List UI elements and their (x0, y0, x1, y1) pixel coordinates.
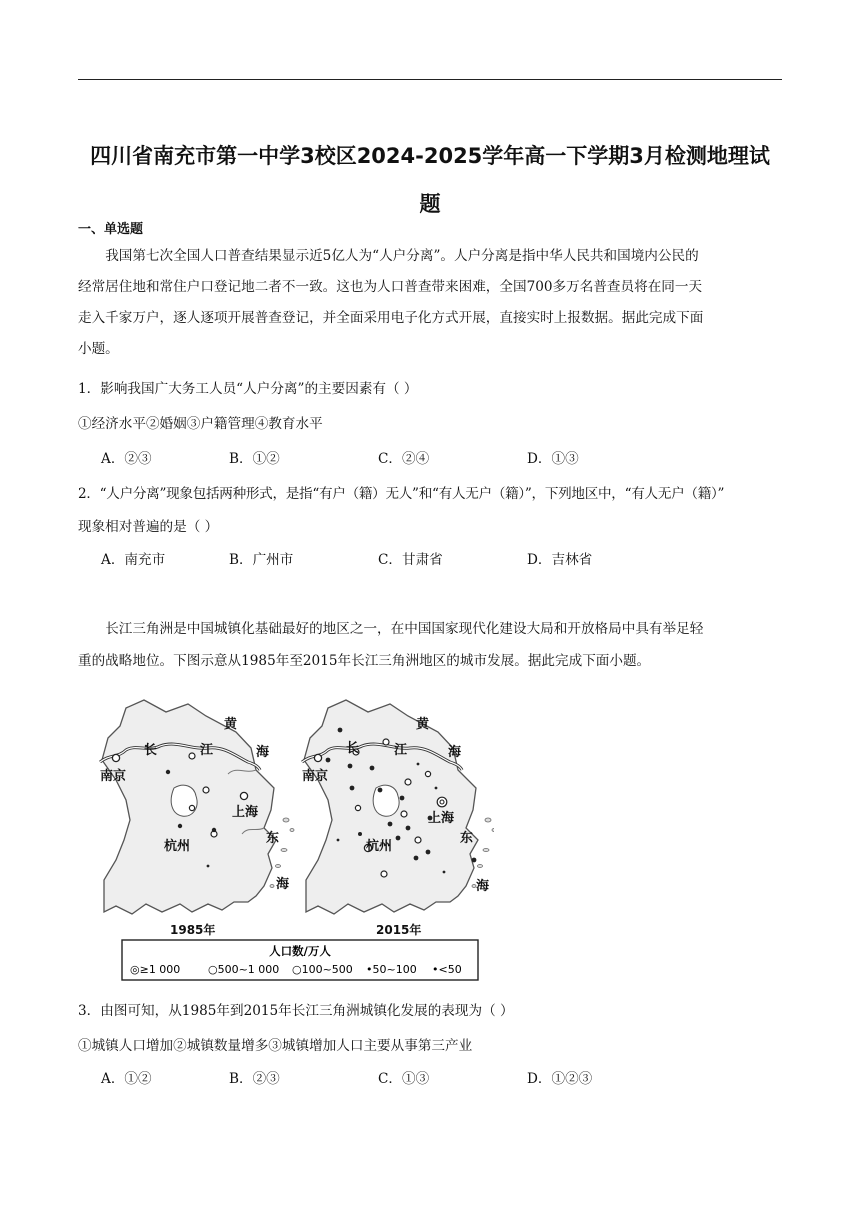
label-hai-2: 海 (476, 879, 490, 894)
label-jiang: 江 (200, 743, 214, 758)
label-dong: 东 (460, 831, 474, 846)
passage-1-line: 经常居住地和常住户口登记地二者不一致。这也为人口普查带来困难，全国700多万名普查员将在同一天 (78, 279, 703, 295)
figure-svg (96, 690, 494, 986)
map-2015 (302, 700, 494, 937)
question-stem: 1．影响我国广大务工人员“人户分离”的主要因素有（ ） (78, 381, 418, 397)
option-d[interactable]: D．吉林省 (527, 552, 593, 568)
yangtze-delta-figure (96, 690, 494, 986)
label-shanghai: 上海 (428, 811, 455, 826)
title-line-2: 题 (419, 192, 441, 216)
label-chang: 长 (346, 741, 360, 756)
map-year-2015: 2015年 (376, 923, 422, 937)
label-dong: 东 (266, 831, 280, 846)
legend-title: 人口数/万人 (269, 944, 331, 958)
question-stem: 2．“人户分离”现象包括两种形式，是指“有户（籍）无人”和“有人无户（籍）”，下列地区中，“有人无户（籍）” (78, 486, 725, 502)
option-c[interactable]: C．甘肃省 (378, 552, 443, 568)
option-d[interactable]: D．①③ (527, 451, 579, 467)
option-b[interactable]: B．①② (229, 451, 280, 467)
label-chang: 长 (144, 743, 158, 758)
taihu-lake (373, 785, 399, 816)
coastal-islands (472, 818, 494, 888)
question-items: ①经济水平②婚姻③户籍管理④教育水平 (78, 416, 323, 432)
map-year-1985: 1985年 (170, 923, 216, 937)
option-a[interactable]: A．①② (101, 1071, 152, 1087)
header-rule (78, 79, 782, 80)
label-hai: 海 (256, 745, 270, 760)
label-hangzhou: 杭州 (164, 839, 191, 854)
option-c[interactable]: C．②④ (378, 451, 430, 467)
question-stem: 3．由图可知，从1985年到2015年长江三角洲城镇化发展的表现为（ ） (78, 1003, 514, 1019)
section-heading: 一、单选题 (78, 222, 144, 237)
taihu-lake (171, 785, 197, 816)
option-b[interactable]: B．②③ (229, 1071, 280, 1087)
option-a[interactable]: A．②③ (101, 451, 152, 467)
label-nanjing: 南京 (100, 769, 127, 784)
passage-1-line: 走入千家万户，逐人逐项开展普查登记，并全面采用电子化方式开展，直接实时上报数据。据此完成下面 (78, 310, 704, 326)
passage-2-line: 长江三角洲是中国城镇化基础最好的地区之一，在中国国家现代化建设大局和开放格局中具有举足轻 (105, 621, 704, 637)
passage-1-line: 小题。 (78, 341, 119, 357)
legend (122, 940, 478, 980)
map-1985 (100, 700, 294, 937)
legend-item-50-100: •50~100 (366, 963, 417, 976)
option-a[interactable]: A．南充市 (101, 552, 166, 568)
legend-item-100-500: ○100~500 (292, 963, 353, 976)
label-nanjing: 南京 (302, 769, 329, 784)
passage-2-line: 重的战略地位。下图示意从1985年至2015年长江三角洲地区的城市发展。据此完成下面小题。 (78, 653, 651, 669)
option-c[interactable]: C．①③ (378, 1071, 430, 1087)
label-jiang: 江 (394, 743, 408, 758)
title-line-1: 四川省南充市第一中学3校区2024-2025学年高一下学期3月检测地理试 (90, 144, 770, 168)
page-title (78, 132, 782, 228)
question-stem-continued: 现象相对普遍的是（ ） (78, 519, 219, 535)
passage-1-line: 我国第七次全国人口普查结果显示近5亿人为“人户分离”。人户分离是指中华人民共和国境内公民的 (105, 248, 699, 264)
question-items: ①城镇人口增加②城镇数量增多③城镇增加人口主要从事第三产业 (78, 1038, 473, 1054)
legend-item-1000: ◎≥1 000 (130, 963, 181, 976)
label-shanghai: 上海 (232, 805, 259, 820)
label-hai-2: 海 (276, 877, 290, 892)
label-huang: 黄 (416, 717, 430, 732)
legend-item-500-1000: ○500~1 000 (208, 963, 280, 976)
label-huang: 黄 (224, 717, 238, 732)
option-d[interactable]: D．①②③ (527, 1071, 593, 1087)
label-hai: 海 (448, 745, 462, 760)
label-hangzhou: 杭州 (366, 839, 393, 854)
legend-item-lt50: •<50 (432, 963, 462, 976)
option-b[interactable]: B．广州市 (229, 552, 294, 568)
